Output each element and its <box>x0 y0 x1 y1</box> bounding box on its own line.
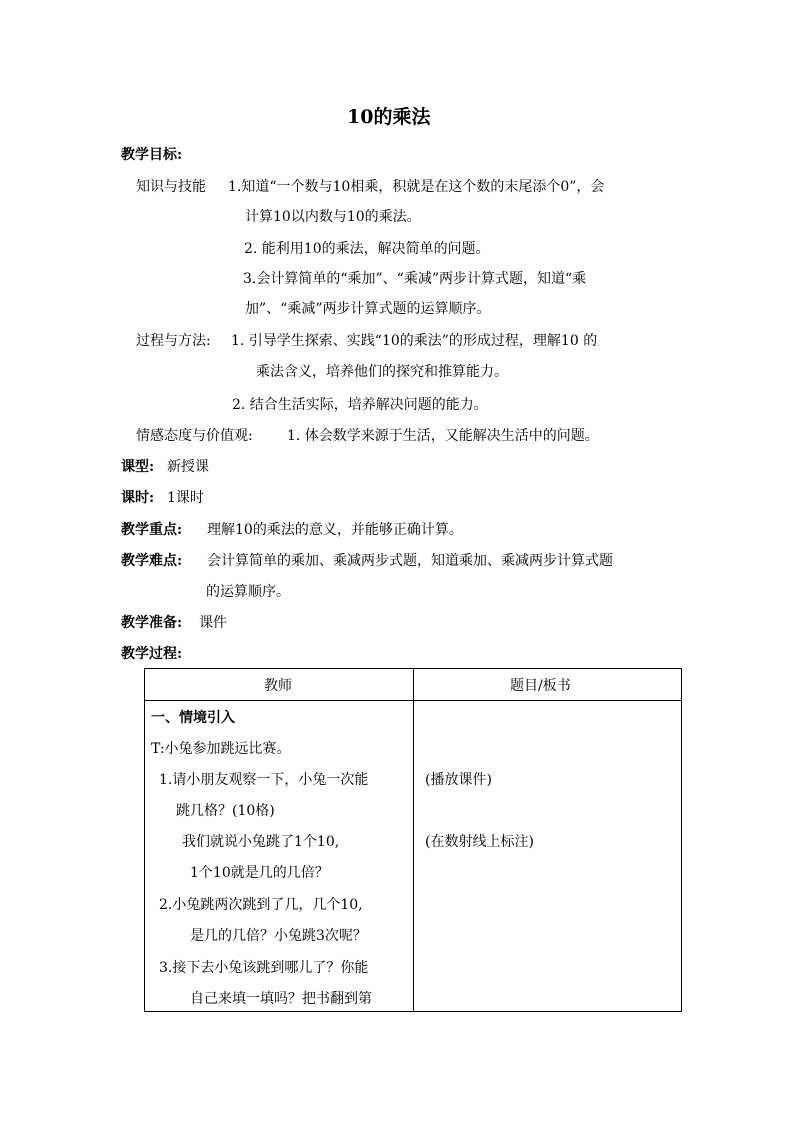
lesson-hours-label: 课时: <box>121 490 155 506</box>
difficulties-label: 教学难点: <box>121 553 183 569</box>
key-points-label: 教学重点: <box>121 522 183 538</box>
teacher-q1-line4: 1个10就是几的几倍？ <box>190 865 329 881</box>
knowledge-item3-line2: 加”、“乘减”两步计算式题的运算顺序。 <box>245 301 491 317</box>
key-points-value: 理解10的乘法的意义，并能够正确计算。 <box>207 522 463 538</box>
preparation-value: 课件 <box>199 615 227 631</box>
teacher-q1-line3: 我们就说小兔跳了1个10, <box>182 834 340 850</box>
knowledge-item1-line2: 计算10以内数与10的乘法。 <box>245 209 421 225</box>
emotion-item1: 1. 体会数学来源于生活，又能解决生活中的问题。 <box>287 428 599 444</box>
table-column-divider <box>413 668 414 1012</box>
knowledge-label: 知识与技能 <box>136 179 206 195</box>
section-heading: 一、情境引入 <box>151 710 235 726</box>
teacher-intro: T:小兔参加跳远比赛。 <box>151 741 291 757</box>
procedure-heading: 教学过程: <box>121 646 183 662</box>
teacher-q1-line2: 跳几格？(10格) <box>176 803 275 819</box>
process-label: 过程与方法: <box>136 333 211 349</box>
teacher-q3-line2: 自己来填一填吗？把书翻到第 <box>190 991 372 1007</box>
teacher-q2-line2: 是几的几倍？小兔跳3次呢？ <box>190 928 367 944</box>
process-item1-line1: 1. 引导学生探索、实践“10的乘法”的形成过程，理解10 的 <box>231 333 598 349</box>
difficulties-line2: 的运算顺序。 <box>206 584 290 600</box>
lesson-type-value: 新授课 <box>167 459 209 475</box>
process-item2: 2. 结合生活实际，培养解决问题的能力。 <box>232 397 488 413</box>
objectives-heading: 教学目标: <box>121 147 183 163</box>
preparation-label: 教学准备: <box>121 615 183 631</box>
teacher-q1-line1: 1.请小朋友观察一下，小兔一次能 <box>159 772 369 788</box>
teacher-q3-line1: 3.接下去小兔该跳到哪儿了？你能 <box>159 960 369 976</box>
teacher-q2-line1: 2.小兔跳两次跳到了几，几个10, <box>159 897 363 913</box>
table-header-board: 题目/板书 <box>510 678 571 694</box>
lesson-hours-value: 1课时 <box>167 490 204 506</box>
knowledge-item3-line1: 3.会计算简单的“乘加”、“乘减”两步计算式题，知道“乘 <box>243 271 587 287</box>
emotion-label: 情感态度与价值观: <box>136 428 253 444</box>
board-note-number-line: (在数射线上标注) <box>425 834 534 850</box>
knowledge-item1-line1: 1.知道“一个数与10相乘，积就是在这个数的末尾添个0”，会 <box>228 179 605 195</box>
board-note-courseware: (播放课件) <box>425 772 492 788</box>
page-title: 10的乘法 <box>347 106 431 128</box>
table-header-divider <box>144 700 682 701</box>
process-item1-line2: 乘法含义，培养他们的探究和推算能力。 <box>256 364 508 380</box>
difficulties-line1: 会计算简单的乘加、乘减两步式题，知道乘加、乘减两步计算式题 <box>207 553 613 569</box>
lesson-type-label: 课型: <box>121 459 155 475</box>
knowledge-item2: 2. 能利用10的乘法，解决简单的问题。 <box>244 241 490 257</box>
table-header-teacher: 教师 <box>264 678 292 694</box>
